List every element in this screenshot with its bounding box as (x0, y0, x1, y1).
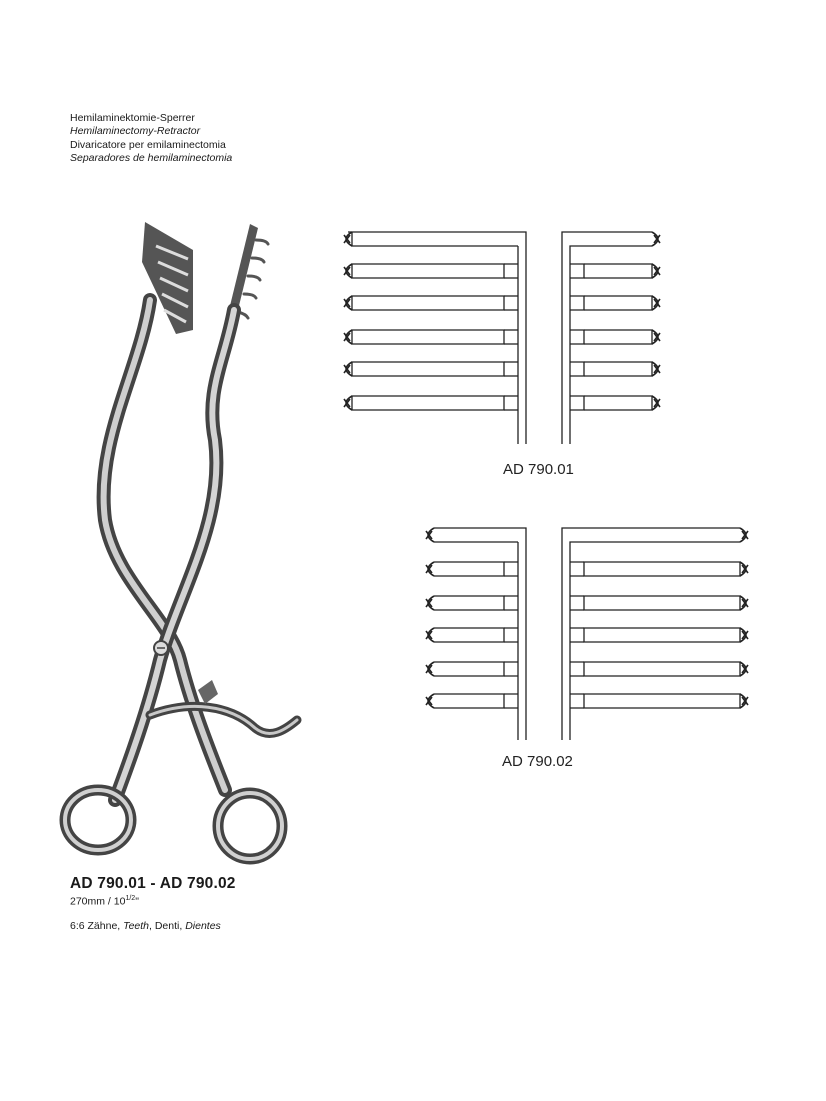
teeth-english: Teeth (123, 919, 150, 932)
teeth-separator: , Denti, (149, 919, 186, 932)
teeth-spanish: Dientes (185, 919, 221, 932)
size-fraction: 1/2 (125, 895, 136, 902)
product-codes: AD 790.01 - AD 790.02 (70, 875, 236, 892)
size-suffix: " (135, 895, 139, 908)
blade-02-left-teeth (434, 542, 518, 708)
title-spanish: Separadores de hemilaminectomia (70, 152, 233, 165)
title-italian: Divaricatore per emilaminectomia (70, 138, 226, 151)
blade-label-790-02: AD 790.02 (502, 753, 573, 770)
size-main: 270mm / 10 (70, 895, 126, 908)
teeth-prefix: 6:6 Zähne, (70, 919, 124, 932)
product-size (70, 895, 236, 908)
blade-label-790-01: AD 790.01 (503, 461, 574, 478)
title-german: Hemilaminektomie-Sperrer (70, 112, 195, 124)
title-english: Hemilaminectomy-Retractor (70, 125, 201, 138)
teeth-info (70, 920, 236, 932)
blade-02-right-teeth (570, 562, 740, 708)
product-info (70, 875, 236, 932)
